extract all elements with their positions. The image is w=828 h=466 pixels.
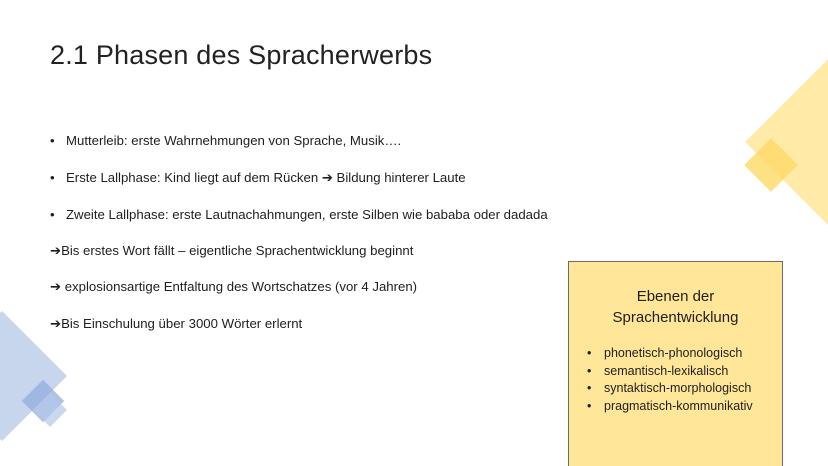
arrow-icon: ➔	[50, 316, 62, 331]
bullet-item	[50, 207, 548, 222]
info-box-item-text: semantisch-lexikalisch	[604, 363, 729, 378]
info-box-title	[569, 286, 782, 328]
slide-title: 2.1 Phasen des Spracherwerbs	[50, 40, 433, 70]
arrow-item	[50, 279, 417, 295]
arrow-text: Bis erstes Wort fällt – eigentliche Sprachentwicklung beginnt	[61, 243, 414, 258]
arrow-item	[50, 316, 302, 332]
decorative-diamond-yellow-large	[745, 57, 828, 227]
bullet-item	[50, 133, 401, 148]
arrow-text: explosionsartige Entfaltung des Wortschatzes (vor 4 Jahren)	[61, 279, 418, 294]
bullet-dot-icon: •	[587, 381, 592, 395]
bullet-marker: •	[50, 207, 55, 222]
bullet-text: Zweite Lallphase: erste Lautnachahmungen, erste Silben wie bababa oder dadada	[66, 207, 548, 222]
info-box-title-line2: Sprachentwicklung	[612, 309, 739, 326]
info-box-item-text: syntaktisch-morphologisch	[604, 381, 752, 395]
bullet-marker: •	[50, 170, 55, 185]
bullet-text: Mutterleib: erste Wahrnehmungen von Sprache, Musik….	[66, 133, 402, 148]
info-box-title-line1: Ebenen der	[636, 288, 715, 305]
bullet-marker: •	[50, 133, 55, 148]
bullet-text: Erste Lallphase: Kind liegt auf dem Rücken ➔ Bildung hinterer Laute	[66, 170, 466, 185]
info-box-item	[587, 380, 753, 398]
arrow-text: Bis Einschulung über 3000 Wörter erlernt	[61, 316, 303, 331]
bullet-item	[50, 170, 466, 186]
info-box-item-text: phonetisch-phonologisch	[604, 346, 743, 360]
info-box-item	[587, 345, 753, 363]
info-box-list	[587, 345, 753, 415]
info-box-item	[587, 363, 753, 381]
bullet-dot-icon: •	[587, 398, 592, 413]
bullet-dot-icon: •	[587, 363, 592, 378]
arrow-icon: ➔	[50, 279, 62, 294]
arrow-item	[50, 243, 413, 259]
info-box-item	[587, 398, 753, 416]
bullet-dot-icon: •	[587, 346, 592, 360]
arrow-icon: ➔	[50, 243, 62, 258]
info-box	[568, 261, 783, 466]
info-box-item-text: pragmatisch-kommunikativ	[604, 398, 753, 413]
